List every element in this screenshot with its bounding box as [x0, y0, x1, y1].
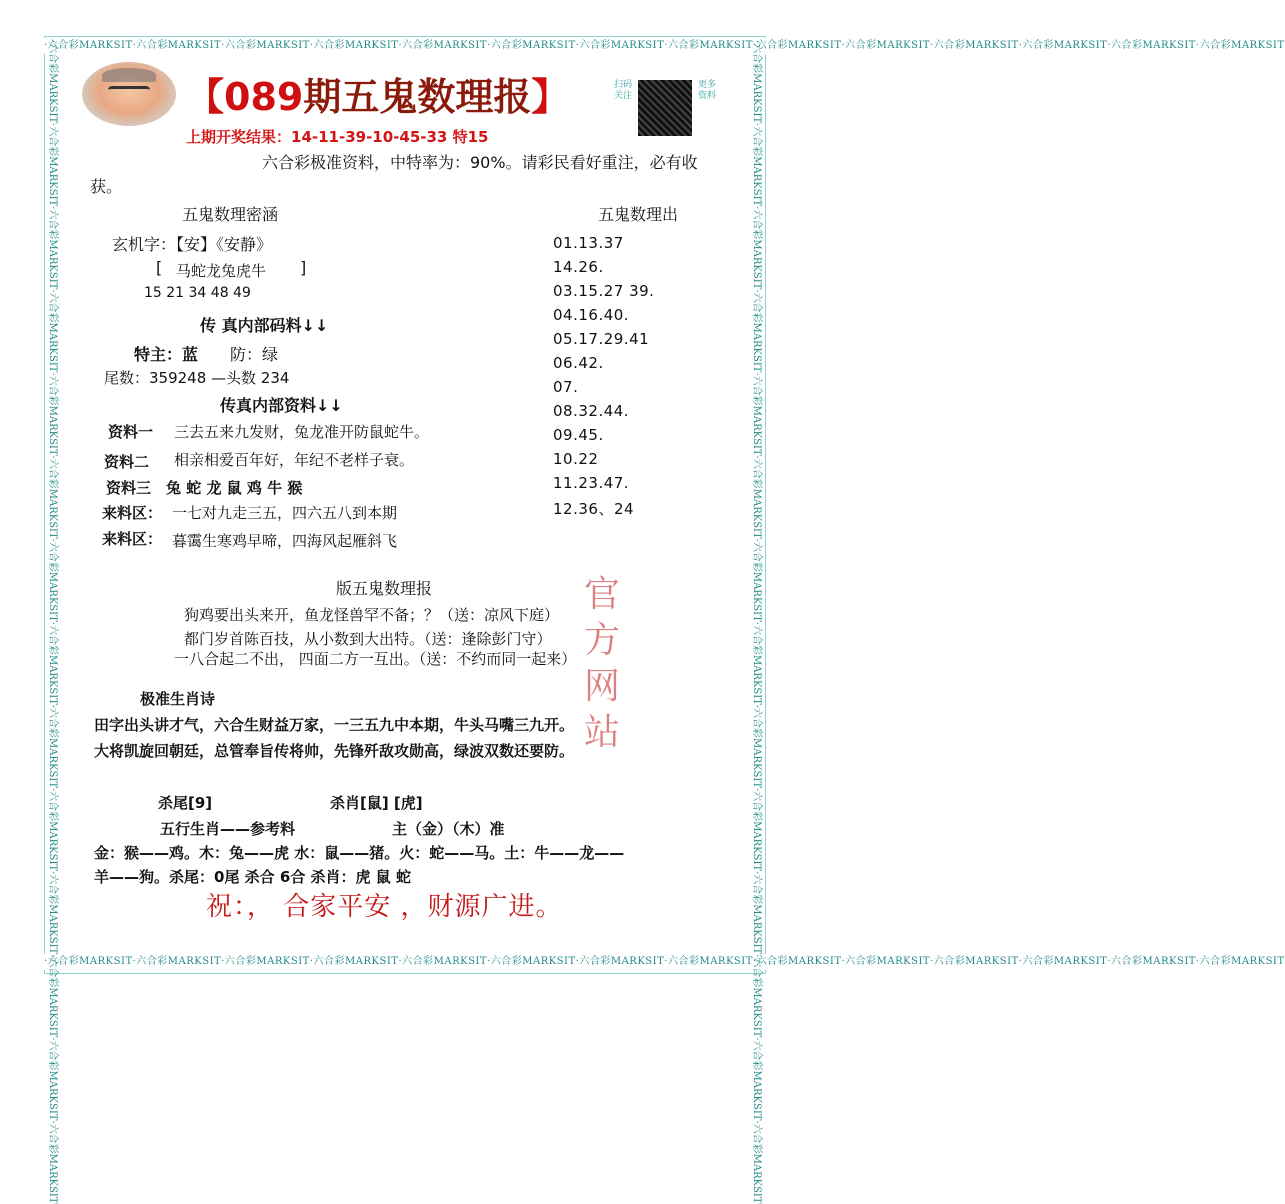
area1-text: 一七对九走三五，四六五八到本期 [172, 504, 398, 522]
qr-code-icon [638, 80, 692, 136]
number-row: 01.13.37 [553, 234, 624, 252]
page-title [186, 70, 570, 124]
border-bottom [44, 954, 1285, 970]
border-right [748, 40, 764, 1204]
border-pattern-text: ·六合彩MARKSIT·六合彩MARKSIT·六合彩MARKSIT·六合彩MARKSIT·六合彩MARKSIT·六合彩MARKSIT·六合彩MARKSIT·六合彩MARKSIT·六合彩MARKSIT·六合彩MARKSIT·六合彩MARKSIT·六合彩MARKSIT·六合彩MARKSIT·六合彩MARKSIT [44, 40, 1285, 51]
kill-tail: 杀尾[9] [158, 794, 213, 812]
data2-text: 相亲相爱百年好，年纪不老样子衰。 [174, 451, 415, 469]
title-text: 期五鬼数理报 [303, 75, 532, 119]
zodiac-bracket-open: [ [156, 258, 163, 277]
wuxing-line-2: 羊——狗。杀尾：0尾 杀合 6合 杀肖：虎 鼠 蛇 [94, 868, 411, 886]
data2-label: 资料二 [104, 453, 150, 471]
wuxing-line-1: 金：猴——鸡。木：兔——虎 水：鼠——猪。火：蛇——马。土：牛——龙—— [94, 844, 625, 862]
stamp-character: 官 [583, 574, 620, 615]
version-line-1: 狗鸡要出头来开，鱼龙怪兽罕不备；？（送：凉风下庭） [184, 606, 560, 624]
version-heading: 版五鬼数理报 [336, 579, 433, 598]
title-bracket-right: 】 [531, 75, 570, 119]
data3-label: 资料三 [106, 479, 152, 497]
border-left [44, 40, 60, 1204]
number-row: 05.17.29.41 [553, 330, 650, 348]
border-top [44, 38, 1285, 54]
special-main: 特主：蓝 [134, 345, 199, 364]
blessing-line: 祝：， 合家平安 ，财源广进。 [206, 892, 563, 922]
poem-line-1: 田字出头讲才气，六合生财益万家，一三五九中本期，牛头马嘴三九开。 [94, 716, 575, 734]
kill-zodiac: 杀肖[鼠] [虎] [330, 794, 423, 812]
wuxing-main: 主（金）（木）准 [392, 820, 505, 838]
number-row: 04.16.40. [553, 306, 630, 324]
number-row: 14.26. [553, 258, 604, 276]
number-row: 06.42. [553, 354, 604, 372]
data1-label: 资料一 [108, 423, 154, 441]
issue-number: 089 [224, 75, 304, 119]
intro-line-2: 获。 [90, 177, 123, 196]
number-row: 12.36、24 [553, 500, 635, 518]
wuxing-heading: 五行生肖——参考料 [160, 820, 296, 838]
poem-line-2: 大将凯旋回朝廷，总管奉旨传将帅，先锋歼敌攻勋高，绿波双数还要防。 [94, 742, 575, 760]
right-heading: 五鬼数理出 [598, 205, 679, 224]
number-row: 11.23.47. [553, 474, 630, 492]
glasses-icon [108, 86, 150, 99]
special-guard: 防：绿 [230, 345, 279, 364]
data3-text: 兔 蛇 龙 鼠 鸡 牛 猴 [166, 479, 303, 497]
qr-code-block [614, 80, 717, 136]
number-row: 08.32.44. [553, 402, 630, 420]
zodiac-bracket-close: ] [300, 258, 307, 277]
area2-text: 暮霭生寒鸡早啼，四海风起雁斜飞 [172, 532, 398, 550]
stamp-character: 方 [583, 620, 620, 661]
number-row: 10.22 [553, 450, 599, 468]
zodiac-list: 马蛇龙兔虎牛 [176, 262, 267, 280]
left-heading: 五鬼数理密涵 [182, 205, 279, 224]
xuanji-line: 玄机字：【安】《安静》 [112, 235, 273, 254]
version-line-3: 一八合起二不出， 四面二方一互出。（送：不约而同一起来） [174, 650, 577, 668]
area2-label: 来料区： [102, 530, 163, 548]
official-stamp [582, 572, 622, 852]
qr-left-label: 扫码关注 [614, 80, 633, 101]
border-pattern-text: ·六合彩MARKSIT·六合彩MARKSIT·六合彩MARKSIT·六合彩MARKSIT·六合彩MARKSIT·六合彩MARKSIT·六合彩MARKSIT·六合彩MARKSIT·六合彩MARKSIT·六合彩MARKSIT·六合彩MARKSIT·六合彩MARKSIT·六合彩MARKSIT·六合彩MARKSIT [47, 40, 58, 1204]
last-draw-result: 上期开奖结果：14-11-39-10-45-33 特15 [186, 128, 489, 146]
border-pattern-text: ·六合彩MARKSIT·六合彩MARKSIT·六合彩MARKSIT·六合彩MARKSIT·六合彩MARKSIT·六合彩MARKSIT·六合彩MARKSIT·六合彩MARKSIT·六合彩MARKSIT·六合彩MARKSIT·六合彩MARKSIT·六合彩MARKSIT·六合彩MARKSIT·六合彩MARKSIT [44, 956, 1285, 967]
poem-heading: 极准生肖诗 [140, 690, 216, 708]
data1-text: 三去五来九发财，兔龙准开防鼠蛇牛。 [174, 423, 430, 441]
fax-heading-2: 传真内部资料↓↓ [220, 396, 343, 415]
area1-label: 来料区： [102, 504, 163, 522]
number-row: 09.45. [553, 426, 604, 444]
number-row: 07. [553, 378, 579, 396]
fax-heading-1: 传 真内部码料↓↓ [200, 316, 329, 335]
intro-line-1: 六合彩极准资料，中特率为：90%。请彩民看好重注，必有收 [262, 153, 698, 172]
border-pattern-text: ·六合彩MARKSIT·六合彩MARKSIT·六合彩MARKSIT·六合彩MARKSIT·六合彩MARKSIT·六合彩MARKSIT·六合彩MARKSIT·六合彩MARKSIT·六合彩MARKSIT·六合彩MARKSIT·六合彩MARKSIT·六合彩MARKSIT·六合彩MARKSIT·六合彩MARKSIT [751, 40, 762, 1204]
title-bracket-left: 【 [186, 75, 225, 119]
tail-numbers: 尾数：359248 —头数 234 [104, 369, 290, 387]
number-row: 03.15.27 39. [553, 282, 655, 300]
qr-right-label: 更多资料 [698, 80, 717, 101]
number-list: 15 21 34 48 49 [144, 285, 251, 301]
stamp-character: 站 [583, 712, 620, 753]
version-line-2: 都门岁首陈百技，从小数到大出特。（送：逢除彭门守） [184, 630, 552, 648]
avatar [82, 62, 176, 126]
stamp-character: 网 [583, 666, 620, 707]
